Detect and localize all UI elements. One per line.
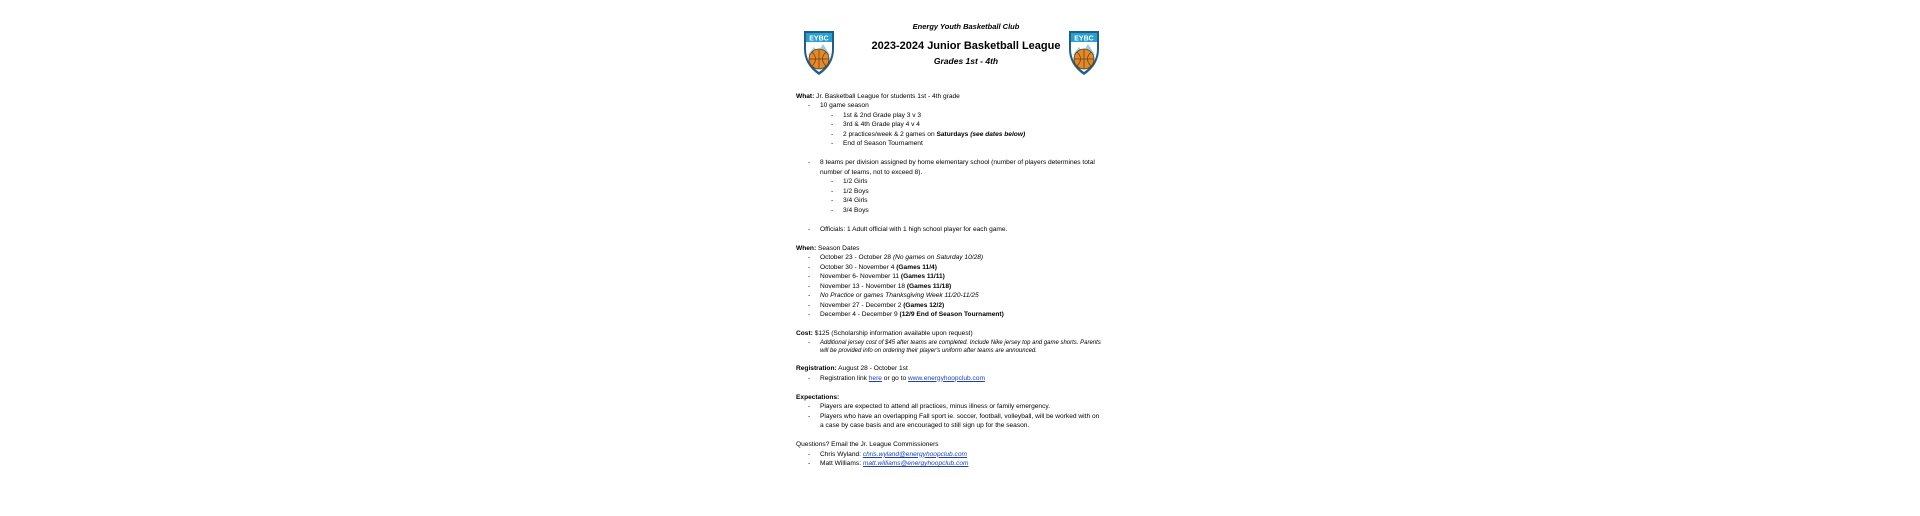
what-section [796,92,1136,235]
list-item: - End of Season Tournament [796,139,1136,149]
what-label: What: [796,92,815,100]
list-item: - Officials: 1 Adult official with 1 high school player for each game. [796,225,1136,235]
questions-text: Questions? Email the Jr. League Commissioners [796,441,939,448]
document-header [796,22,1136,82]
expectations-label: Expectations: [796,393,840,401]
what-text: Jr. Basketball League for students 1st - 4th grade [814,92,960,100]
list-item: - Chris Wyland: chris.wyland@energyhoopclub.com [796,450,1136,460]
org-name: Energy Youth Basketball Club [912,22,1020,31]
svg-text:EYBC: EYBC [809,35,829,43]
list-item: - November 13 - November 18 (Games 11/18) [796,282,1136,292]
when-section [796,244,1136,320]
list-item: - 8 teams per division assigned by home elementary school (number of players determines total number of teams, not to exceed 8). [796,158,1136,177]
chris-email-link[interactable]: chris.wyland@energyhoopclub.com [862,450,967,458]
list-item: - 2 practices/week & 2 games on Saturdays (see dates below) [796,130,1136,140]
list-item: - Players who have an overlapping Fall sport ie. soccer, football, volleyball, will be worked with on a case by case basis and are encouraged to still sign up for the season. [796,412,1136,431]
registration-text: August 28 - October 1st [836,365,908,372]
list-item: - 1/2 Boys [796,187,1136,197]
list-item: - Players are expected to attend all practices, minus illness or family emergency. [796,402,1136,412]
svg-text:EYBC: EYBC [1074,35,1094,43]
list-item: - 1/2 Girls [796,177,1136,187]
page-title: 2023-2024 Junior Basketball League [871,40,1061,52]
questions-section [796,440,1136,469]
document-page [796,22,1136,469]
list-item: - Registration link here or go to www.energyhoopclub.com [796,374,1136,384]
when-text: Season Dates [816,244,860,252]
matt-email-link[interactable]: matt.williams@energyhoopclub.com [862,460,969,467]
cost-line [796,329,1136,339]
club-website-link[interactable]: www.energyhoopclub.com [907,374,985,382]
list-item: - October 30 - November 4 (Games 11/4) [796,263,1136,273]
when-line [796,244,1136,254]
list-item: - November 6- November 11 (Games 11/11) [796,272,1136,282]
list-item: - 10 game season [796,101,1136,111]
list-item: - 3rd & 4th Grade play 4 v 4 [796,120,1136,130]
list-item: - No Practice or games Thanksgiving Week 11/20-11/25 [796,291,1136,301]
what-line [796,92,1136,102]
list-item: - December 4 - December 9 (12/9 End of Season Tournament) [796,310,1136,320]
cost-text: $125 (Scholarship information available upon request) [812,330,973,337]
list-item: - October 23 - October 28 (No games on Saturday 10/28) [796,253,1136,263]
registration-here-link[interactable]: here [868,374,882,382]
list-item: - Additional jersey cost of $45 after teams are completed. Include Nike jersey top and game shorts. Parents will be provided info on ordering their player's uniform after teams are announced. [796,339,1136,355]
when-label: When: [796,244,817,252]
registration-label: Registration: [796,365,837,372]
eybc-logo-right [1067,29,1101,77]
list-item: - 3/4 Girls [796,196,1136,206]
list-item: - 1st & 2nd Grade play 3 v 3 [796,111,1136,121]
list-item: - 3/4 Boys [796,206,1136,216]
eybc-logo-left [802,29,836,77]
page-subtitle: Grades 1st - 4th [933,56,999,66]
list-item: - Matt Williams: matt.williams@energyhoopclub.com [796,459,1136,469]
list-item: - November 27 - December 2 (Games 12/2) [796,301,1136,311]
registration-section [796,364,1136,383]
registration-line [796,364,1136,374]
cost-label: Cost: [796,330,813,337]
expectations-section [796,393,1136,431]
cost-section [796,329,1136,355]
